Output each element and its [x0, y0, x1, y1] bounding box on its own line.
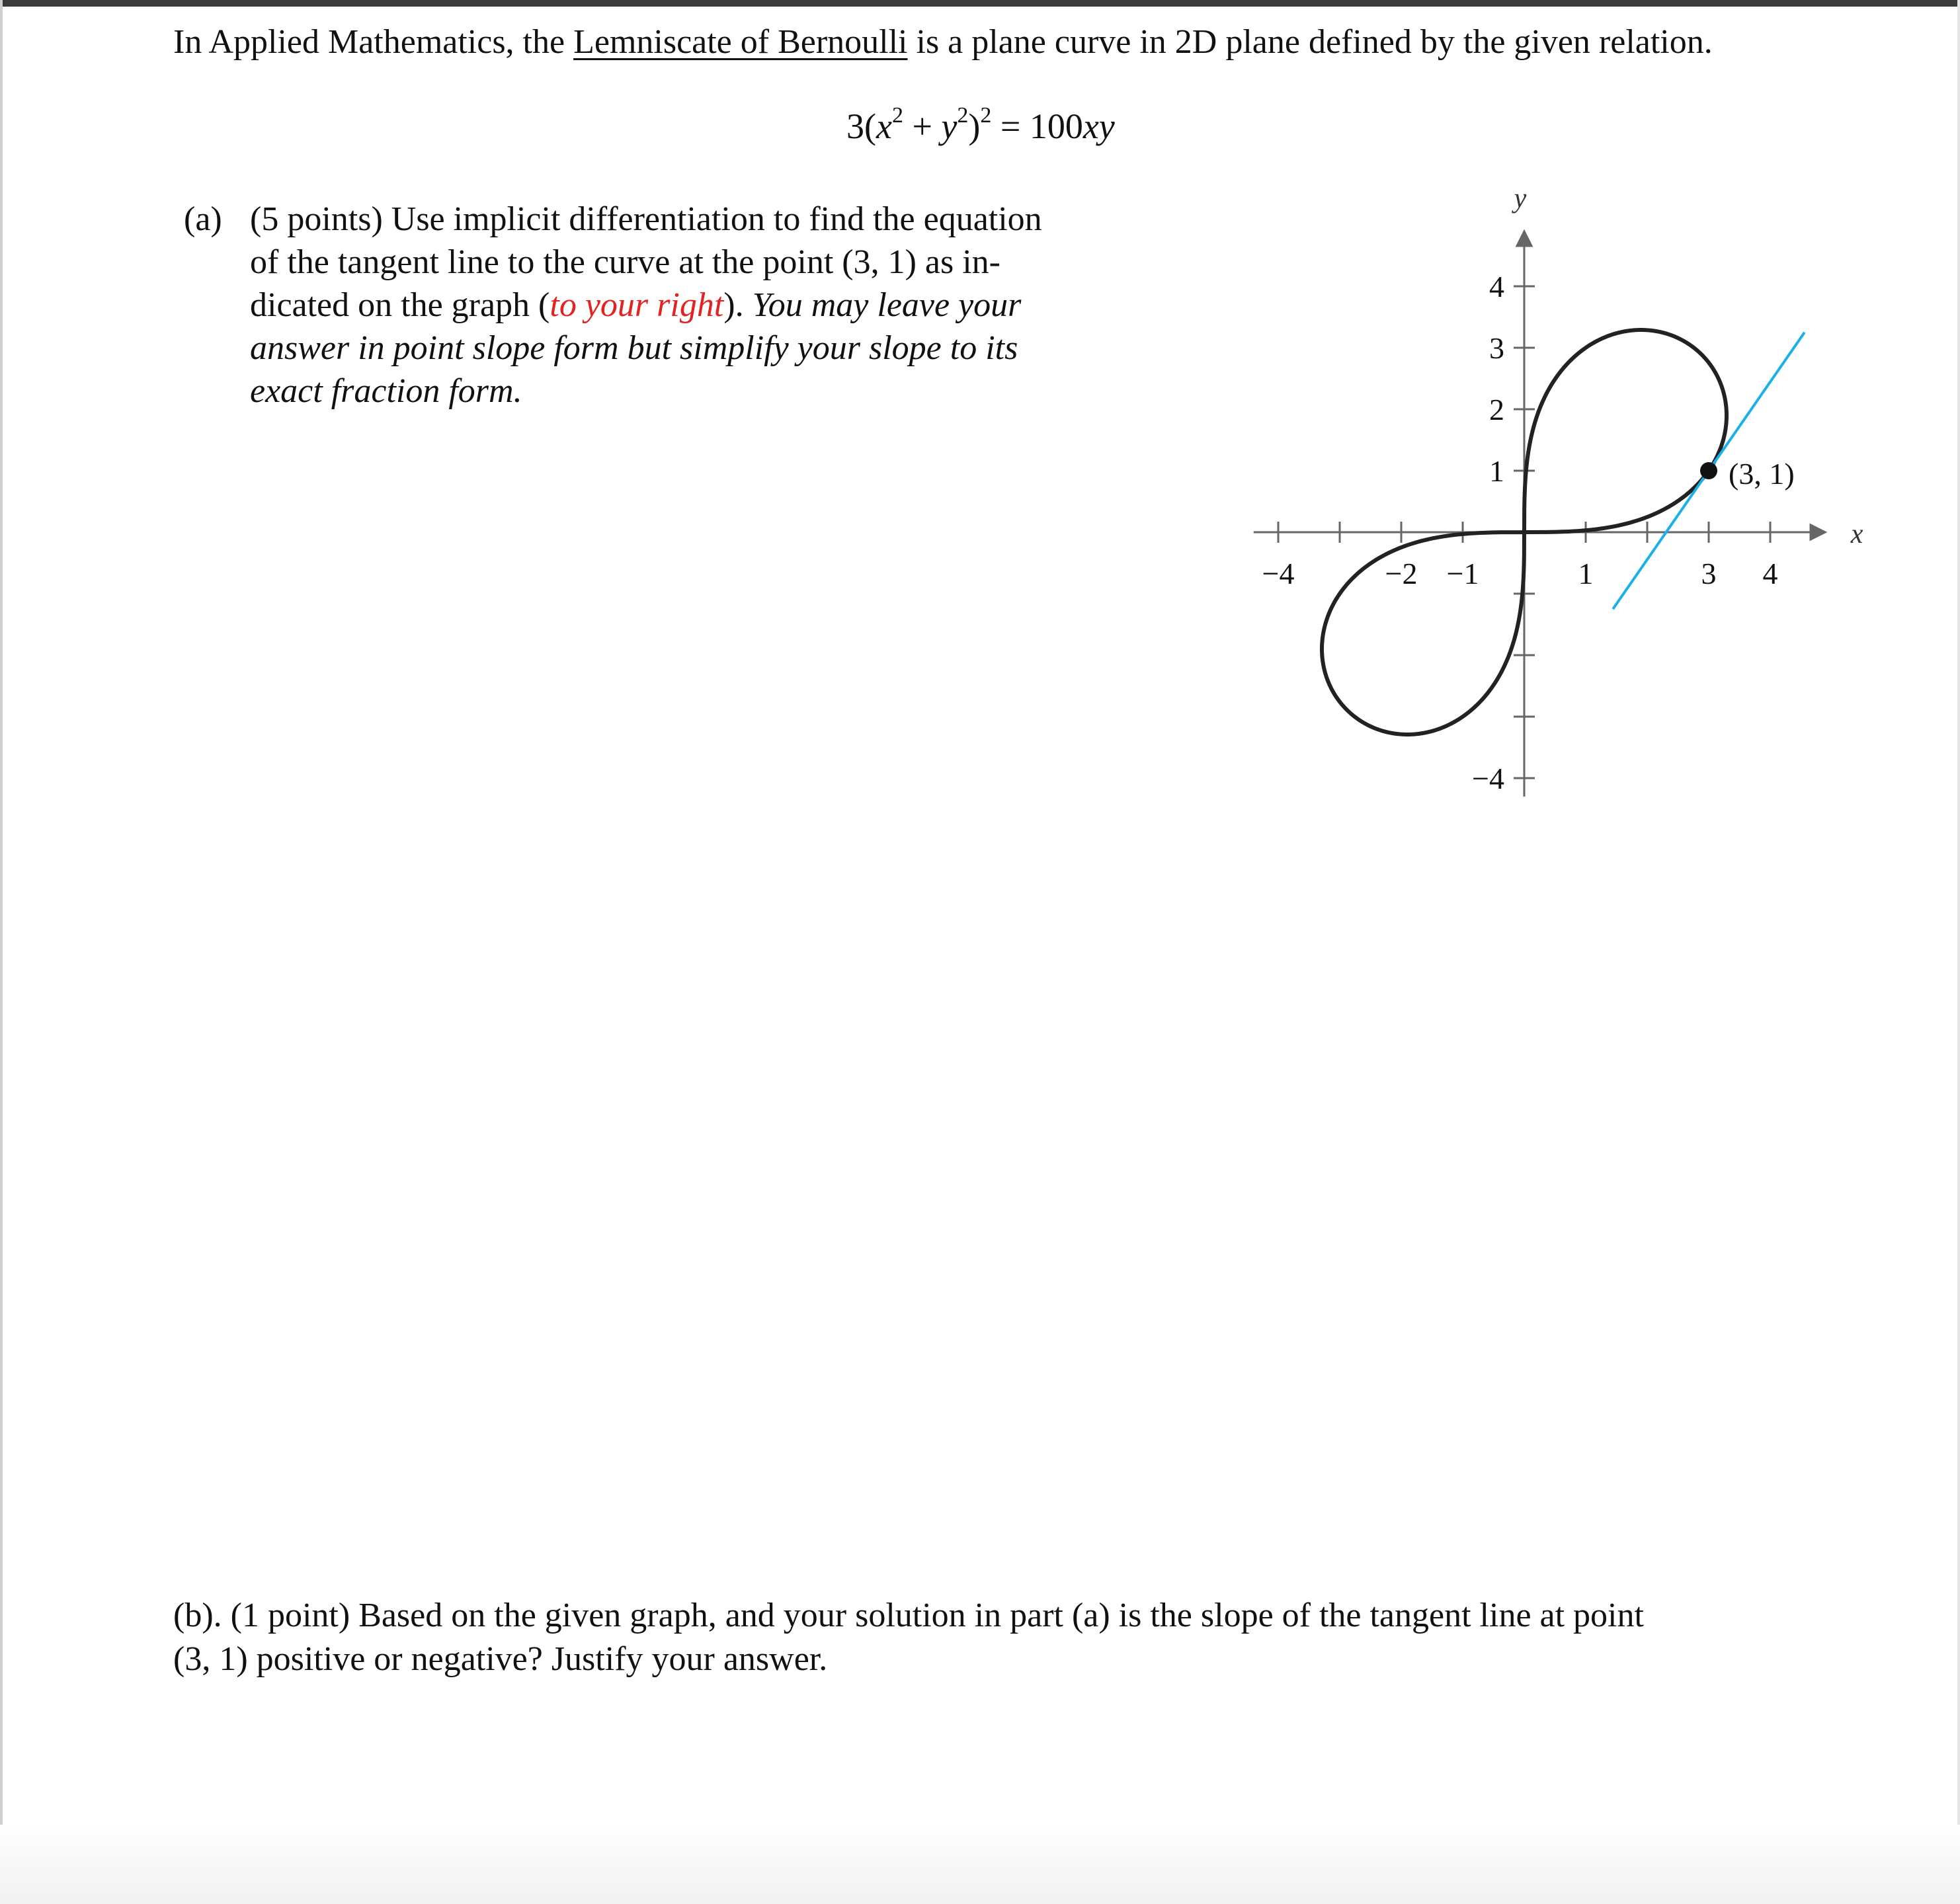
x-tick-label: 4: [1762, 557, 1778, 590]
part-a-line-5: exact fraction form.: [250, 372, 522, 410]
tangent-point-marker: [1700, 462, 1717, 479]
y-tick-label: 1: [1489, 454, 1504, 488]
equation-exp-y: 2: [957, 103, 969, 128]
x-tick-label: −4: [1262, 557, 1295, 590]
equation-rhs-vars: xy: [1082, 106, 1115, 146]
window-right-border: [1957, 0, 1960, 1904]
equation-y: y: [941, 106, 958, 146]
part-a-label: (a): [184, 200, 222, 238]
lemniscate-graph: [1223, 185, 1885, 820]
axes: [1254, 231, 1826, 797]
point-label: (3, 1): [1729, 457, 1795, 491]
intro-text-before: In Applied Mathematics, the: [173, 23, 574, 61]
equation-plus: +: [903, 106, 942, 146]
x-tick-label: −2: [1385, 557, 1418, 590]
y-tick-label: −4: [1472, 762, 1504, 795]
part-b-question: [173, 1595, 1644, 1682]
x-tick-label: 3: [1701, 557, 1717, 590]
lemniscate-link[interactable]: Lemniscate of Bernoulli: [573, 23, 908, 61]
x-tick-label: −1: [1446, 557, 1479, 590]
part-b-line-1: (b). (1 point) Based on the given graph, and your solution in part (a) is the slope of the tangent line at point: [173, 1597, 1644, 1634]
page-bottom-shadow: [0, 1825, 1960, 1904]
window-left-border: [0, 0, 3, 1904]
x-tick-label: 1: [1578, 557, 1594, 590]
equation-exp-outer: 2: [980, 103, 992, 128]
y-tick-label: 3: [1489, 331, 1504, 365]
intro-paragraph: [173, 21, 1713, 63]
intro-text-after: is a plane curve in 2D plane defined by the given relation.: [907, 23, 1713, 61]
equation-exp-x: 2: [891, 103, 903, 128]
equation-x: x: [876, 106, 892, 146]
part-a-line-3: [250, 284, 1295, 327]
x-axis-name: x: [1850, 519, 1863, 549]
part-a-line-3-start: dicated on the graph (: [250, 286, 550, 324]
to-your-right-emphasis: to your right: [550, 286, 724, 324]
part-b-line-2: (3, 1) positive or negative? Justify your answer.: [173, 1640, 828, 1678]
equation-rhs: = 100: [991, 106, 1083, 146]
part-a-body: [250, 198, 1295, 413]
equation-coef: 3(: [846, 106, 876, 146]
y-tick-label: 4: [1489, 270, 1504, 303]
y-axis-name: y: [1514, 183, 1527, 214]
tick-labels: [1262, 183, 1863, 795]
lemniscate-equation: [846, 103, 1115, 147]
equation-close-paren: ): [968, 106, 981, 146]
part-a-line-3-italic: You may leave your: [752, 286, 1022, 324]
part-a-line-2: of the tangent line to the curve at the point (3, 1) as in-: [250, 243, 1000, 281]
window-top-border: [0, 0, 1960, 7]
y-tick-label: 2: [1489, 393, 1504, 426]
part-a-line-3-mid: ).: [723, 286, 753, 324]
part-a-line-4: answer in point slope form but simplify your slope to its: [250, 329, 1018, 367]
part-a-line-1: (5 points) Use implicit differentiation to find the equation: [250, 200, 1042, 238]
